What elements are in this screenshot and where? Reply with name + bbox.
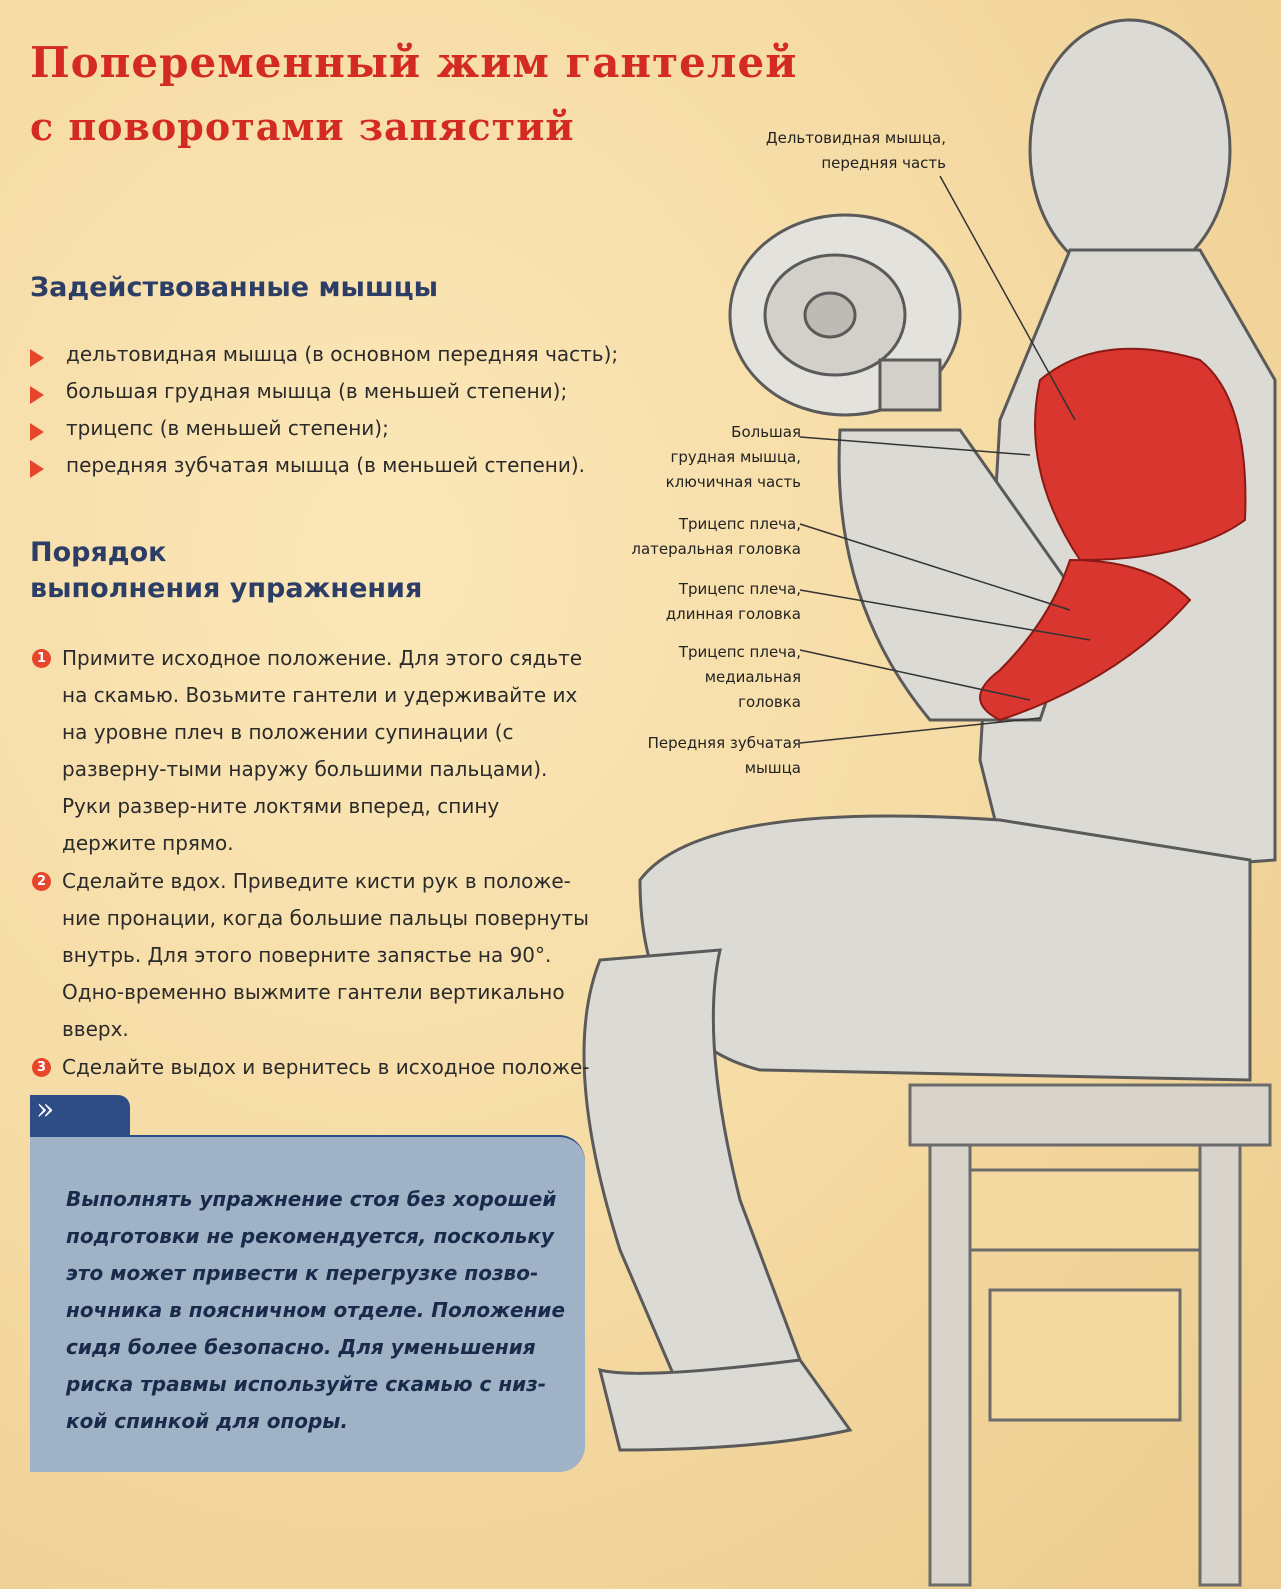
label-triceps-medial	[679, 640, 801, 715]
label-line: ключичная часть	[665, 473, 801, 491]
label-triceps-long	[666, 577, 801, 627]
step-number-badge: 3	[32, 1058, 51, 1077]
note-text: Выполнять упражнение стоя без хорошей подготовки не рекомендуется, поскольку это может привести к перегрузке позво-ночника в поясничном отделе. Положение сидя более безопасно. Для уменьшения риска травмы используйте скамью с низ-кой спинкой для опоры.	[66, 1187, 566, 1433]
label-line: Трицепс плеча,	[678, 515, 801, 533]
label-line: Дельтовидная мышца,	[765, 129, 946, 147]
label-line: Передняя зубчатая	[647, 734, 801, 752]
label-line: головка	[738, 693, 801, 711]
label-line: Большая	[731, 423, 801, 441]
step-text: Сделайте вдох. Приведите кисти рук в положе-ние пронации, когда большие пальцы повернуты внутрь. Для этого поверните запястье на 90°. Одно-временно выжмите гантели вертикально вверх.	[62, 869, 589, 1041]
step-item	[30, 640, 590, 862]
page-title-line2: с поворотами запястий	[30, 104, 575, 149]
procedure-heading-line1: Порядок	[30, 537, 167, 568]
label-line: латеральная головка	[631, 540, 801, 558]
label-line: передняя часть	[821, 154, 946, 172]
list-item	[30, 447, 630, 484]
procedure-heading-line2: выполнения упражнения	[30, 573, 423, 604]
page-title-line1: Попеременный жим гантелей	[30, 38, 798, 87]
step-item	[30, 863, 590, 1048]
label-serratus	[648, 731, 801, 781]
bench	[910, 1085, 1270, 1585]
muscles-heading: Задействованные мышцы	[30, 272, 439, 303]
list-item	[30, 410, 630, 447]
step-number-badge: 1	[32, 649, 51, 668]
label-line: длинная головка	[665, 605, 801, 623]
list-item-text: трицепс (в меньшей степени);	[66, 416, 389, 440]
bullet-arrow-icon	[30, 423, 44, 441]
list-item	[30, 336, 630, 373]
label-triceps-lateral	[631, 512, 801, 562]
bullet-arrow-icon	[30, 386, 44, 404]
chevrons-icon: »	[36, 1092, 55, 1127]
muscle-list	[30, 336, 630, 484]
list-item-text: дельтовидная мышца (в основном передняя часть);	[66, 342, 619, 366]
label-deltoid	[766, 126, 946, 176]
label-line: мышца	[744, 759, 801, 777]
step-text: Сделайте выдох и вернитесь в исходное положе-	[62, 1055, 590, 1079]
label-line: грудная мышца,	[670, 448, 801, 466]
note-box	[30, 1135, 585, 1472]
list-item-text: большая грудная мышца (в меньшей степени);	[66, 379, 568, 403]
label-line: медиальная	[704, 668, 801, 686]
list-item	[30, 373, 630, 410]
label-pectoral	[666, 420, 801, 495]
dumbbell	[730, 215, 960, 415]
list-item-text: передняя зубчатая мышца (в меньшей степени).	[66, 453, 586, 477]
procedure-heading	[30, 535, 422, 607]
steps-list	[30, 640, 590, 1124]
step-number-badge: 2	[32, 872, 51, 891]
bullet-arrow-icon	[30, 349, 44, 367]
label-line: Трицепс плеча,	[678, 643, 801, 661]
step-text: Примите исходное положение. Для этого сядьте на скамью. Возьмите гантели и удерживайте их на уровне плеч в положении супинации (с разверну-тыми наружу большими пальцами). Руки развер-ните локтями вперед, спину держите прямо.	[62, 646, 583, 855]
label-line: Трицепс плеча,	[678, 580, 801, 598]
bullet-arrow-icon	[30, 460, 44, 478]
deltoid-muscle	[1035, 349, 1245, 560]
